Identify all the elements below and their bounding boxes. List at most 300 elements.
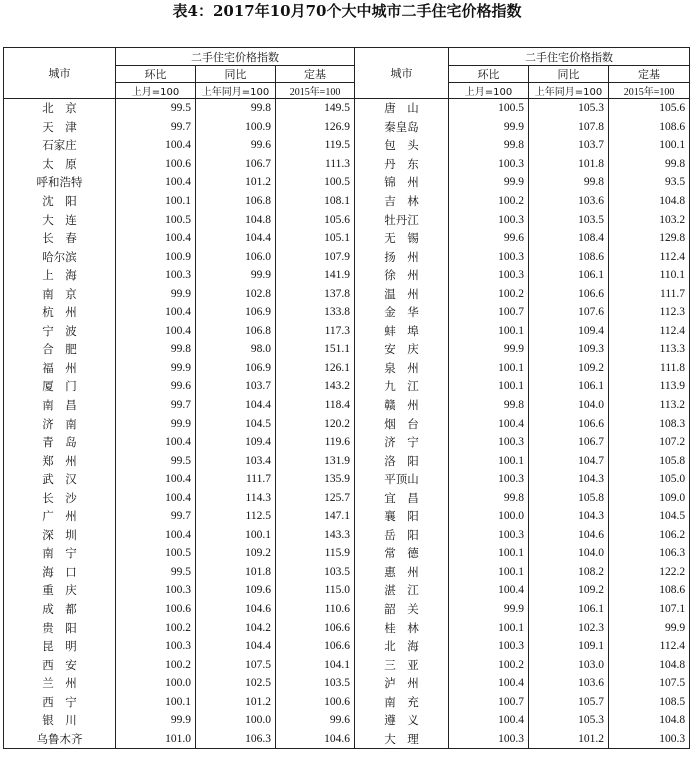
city-label: 济 宁 — [384, 435, 419, 450]
city-label: 吉 林 — [384, 194, 419, 208]
yoy-value-right: 101.2 — [529, 730, 609, 749]
yoy-value-right: 102.3 — [529, 618, 609, 637]
yoy-value-left: 104.8 — [196, 210, 276, 229]
city-name-right — [355, 544, 449, 563]
table-row — [4, 581, 690, 600]
yoy-value-left: 102.5 — [196, 674, 276, 693]
mom-value-right: 100.1 — [449, 563, 529, 582]
city-name-left — [4, 507, 116, 526]
city-label: 兰 州 — [42, 676, 77, 691]
city-name-right — [355, 488, 449, 507]
mom-value-left: 100.6 — [116, 600, 196, 619]
mom-value-left: 100.4 — [116, 173, 196, 192]
yoy-value-right: 107.8 — [529, 118, 609, 137]
mom-value-right: 100.0 — [449, 507, 529, 526]
city-name-right — [355, 414, 449, 433]
yoy-value-right: 109.4 — [529, 322, 609, 341]
mom-value-left: 100.4 — [116, 229, 196, 248]
base-value-left: 119.6 — [276, 433, 355, 452]
base-value-right: 100.1 — [609, 136, 690, 155]
city-label: 合 肥 — [42, 342, 77, 357]
mom-value-right: 100.1 — [449, 451, 529, 470]
mom-value-left: 99.5 — [116, 451, 196, 470]
yoy-value-left: 106.0 — [196, 247, 276, 266]
city-label: 金 华 — [384, 305, 419, 320]
city-label: 西 安 — [42, 657, 77, 672]
base-value-left: 141.9 — [276, 266, 355, 285]
mom-value-right: 100.4 — [449, 581, 529, 600]
city-label: 宁 波 — [42, 323, 77, 338]
base-value-right: 100.3 — [609, 730, 690, 749]
table-row — [4, 470, 690, 489]
base-value-left: 105.1 — [276, 229, 355, 248]
yoy-value-right: 107.6 — [529, 303, 609, 322]
city-name-left — [4, 655, 116, 674]
yoy-header-right: 同比 — [529, 66, 609, 83]
yoy-value-right: 109.3 — [529, 340, 609, 359]
yoy-value-left: 100.1 — [196, 526, 276, 545]
base-value-left: 104.1 — [276, 655, 355, 674]
city-name-right — [355, 247, 449, 266]
yoy-value-right: 108.2 — [529, 563, 609, 582]
table-body — [4, 99, 690, 749]
table-row — [4, 563, 690, 582]
yoy-value-left: 106.9 — [196, 359, 276, 378]
mom-value-right: 100.1 — [449, 618, 529, 637]
mom-value-left: 100.2 — [116, 618, 196, 637]
city-name-left — [4, 600, 116, 619]
yoy-value-left: 101.8 — [196, 563, 276, 582]
base-header-right: 定基 — [609, 66, 690, 83]
city-label: 重 庆 — [42, 583, 77, 598]
yoy-value-left: 104.6 — [196, 600, 276, 619]
city-label: 赣 州 — [384, 398, 419, 413]
mom-unit-left: 上月=100 — [116, 83, 196, 99]
city-label: 南 充 — [384, 694, 419, 709]
city-label: 泉 州 — [384, 360, 419, 375]
table-row — [4, 303, 690, 322]
city-name-left — [4, 581, 116, 600]
yoy-value-left: 99.6 — [196, 136, 276, 155]
yoy-value-right: 106.1 — [529, 600, 609, 619]
mom-value-right: 99.9 — [449, 173, 529, 192]
yoy-value-left: 101.2 — [196, 173, 276, 192]
city-name-left — [4, 322, 116, 341]
city-label: 石家庄 — [42, 138, 77, 153]
yoy-value-left: 106.3 — [196, 730, 276, 749]
city-name-right — [355, 618, 449, 637]
table-row — [4, 711, 690, 730]
yoy-value-left: 112.5 — [196, 507, 276, 526]
base-value-right: 104.8 — [609, 192, 690, 211]
mom-value-right: 100.7 — [449, 303, 529, 322]
city-name-right — [355, 563, 449, 582]
yoy-value-right: 104.0 — [529, 544, 609, 563]
mom-value-left: 99.5 — [116, 99, 196, 118]
city-name-right — [355, 284, 449, 303]
yoy-unit-right: 上年同月=100 — [529, 83, 609, 99]
yoy-value-right: 103.5 — [529, 210, 609, 229]
base-unit-left: 2015年=100 — [276, 83, 355, 99]
city-label: 锦 州 — [384, 175, 419, 190]
table-row — [4, 451, 690, 470]
city-name-left — [4, 377, 116, 396]
city-name-left — [4, 451, 116, 470]
city-label: 徐 州 — [384, 268, 419, 283]
yoy-value-left: 106.8 — [196, 322, 276, 341]
mom-value-right: 100.3 — [449, 730, 529, 749]
city-label: 青 岛 — [42, 435, 77, 450]
city-name-left — [4, 470, 116, 489]
city-label: 九 江 — [384, 379, 419, 394]
city-name-left — [4, 155, 116, 174]
city-label: 银 川 — [42, 713, 77, 728]
mom-value-right: 99.8 — [449, 396, 529, 415]
yoy-value-left: 99.8 — [196, 99, 276, 118]
city-name-right — [355, 303, 449, 322]
base-value-left: 105.6 — [276, 210, 355, 229]
table-row — [4, 359, 690, 378]
base-value-left: 143.2 — [276, 377, 355, 396]
table-title: 表4：2017年10月70个大中城市二手住宅价格指数 — [172, 2, 522, 20]
base-value-left: 118.4 — [276, 396, 355, 415]
yoy-value-right: 105.7 — [529, 693, 609, 712]
mom-value-left: 99.8 — [116, 340, 196, 359]
city-name-right — [355, 507, 449, 526]
mom-value-right: 100.5 — [449, 99, 529, 118]
base-value-left: 106.6 — [276, 637, 355, 656]
yoy-value-right: 104.0 — [529, 396, 609, 415]
yoy-value-right: 106.6 — [529, 414, 609, 433]
mom-value-left: 100.4 — [116, 470, 196, 489]
base-value-left: 99.6 — [276, 711, 355, 730]
base-value-right: 112.4 — [609, 247, 690, 266]
base-value-left: 104.6 — [276, 730, 355, 749]
base-value-right: 104.5 — [609, 507, 690, 526]
yoy-value-right: 103.7 — [529, 136, 609, 155]
yoy-value-left: 103.7 — [196, 377, 276, 396]
city-label: 长 春 — [42, 231, 77, 246]
city-label: 岳 阳 — [384, 527, 419, 542]
mom-value-right: 100.4 — [449, 674, 529, 693]
mom-value-right: 100.4 — [449, 711, 529, 730]
base-value-left: 119.5 — [276, 136, 355, 155]
mom-value-left: 100.1 — [116, 192, 196, 211]
table-row — [4, 600, 690, 619]
mom-value-left: 99.7 — [116, 396, 196, 415]
city-label: 桂 林 — [384, 620, 419, 635]
base-value-left: 151.1 — [276, 340, 355, 359]
base-value-right: 106.3 — [609, 544, 690, 563]
base-value-left: 126.9 — [276, 118, 355, 137]
table-row — [4, 674, 690, 693]
city-label: 安 庆 — [384, 342, 419, 357]
base-value-left: 137.8 — [276, 284, 355, 303]
yoy-value-right: 103.6 — [529, 674, 609, 693]
yoy-value-right: 104.3 — [529, 507, 609, 526]
mom-value-right: 100.2 — [449, 655, 529, 674]
index-group-header-left: 二手住宅价格指数 — [116, 48, 355, 66]
base-value-right: 108.6 — [609, 581, 690, 600]
yoy-value-right: 106.1 — [529, 377, 609, 396]
base-value-right: 122.2 — [609, 563, 690, 582]
yoy-value-right: 109.2 — [529, 359, 609, 378]
yoy-value-right: 103.6 — [529, 192, 609, 211]
city-label: 天 津 — [42, 119, 77, 134]
base-value-right: 113.2 — [609, 396, 690, 415]
mom-value-left: 100.0 — [116, 674, 196, 693]
base-value-left: 126.1 — [276, 359, 355, 378]
city-label: 泸 州 — [384, 676, 419, 691]
base-value-right: 104.8 — [609, 711, 690, 730]
table-row — [4, 396, 690, 415]
base-value-right: 108.3 — [609, 414, 690, 433]
yoy-value-left: 104.4 — [196, 637, 276, 656]
city-name-left — [4, 396, 116, 415]
table-row — [4, 526, 690, 545]
base-value-left: 100.6 — [276, 693, 355, 712]
mom-value-left: 100.3 — [116, 581, 196, 600]
mom-value-right: 99.9 — [449, 600, 529, 619]
city-name-left — [4, 730, 116, 749]
city-name-left — [4, 210, 116, 229]
city-label: 秦皇岛 — [384, 119, 419, 134]
yoy-value-left: 101.2 — [196, 693, 276, 712]
base-value-left: 117.3 — [276, 322, 355, 341]
yoy-value-left: 104.2 — [196, 618, 276, 637]
table-row — [4, 730, 690, 749]
city-label: 乌鲁木齐 — [36, 731, 83, 746]
city-label: 惠 州 — [384, 564, 419, 579]
city-label: 丹 东 — [384, 156, 419, 171]
city-name-right — [355, 210, 449, 229]
mom-value-left: 99.7 — [116, 507, 196, 526]
mom-unit-right: 上月=100 — [449, 83, 529, 99]
city-name-right — [355, 229, 449, 248]
city-label: 贵 阳 — [42, 620, 77, 635]
mom-value-right: 100.3 — [449, 266, 529, 285]
mom-value-right: 100.1 — [449, 359, 529, 378]
mom-value-left: 100.2 — [116, 655, 196, 674]
yoy-value-left: 98.0 — [196, 340, 276, 359]
base-value-right: 108.6 — [609, 118, 690, 137]
base-value-left: 103.5 — [276, 563, 355, 582]
yoy-value-right: 101.8 — [529, 155, 609, 174]
yoy-value-left: 100.9 — [196, 118, 276, 137]
city-label: 扬 州 — [384, 249, 419, 264]
city-name-left — [4, 303, 116, 322]
base-value-right: 113.9 — [609, 377, 690, 396]
city-label: 襄 阳 — [384, 509, 419, 524]
city-label: 成 都 — [42, 602, 77, 617]
yoy-value-left: 104.4 — [196, 396, 276, 415]
yoy-value-right: 105.3 — [529, 711, 609, 730]
mom-value-left: 100.4 — [116, 303, 196, 322]
yoy-value-right: 106.6 — [529, 284, 609, 303]
city-label: 蚌 埠 — [384, 323, 419, 338]
city-label: 济 南 — [42, 416, 77, 431]
table-row — [4, 377, 690, 396]
mom-value-left: 100.1 — [116, 693, 196, 712]
base-value-right: 112.3 — [609, 303, 690, 322]
mom-value-left: 99.5 — [116, 563, 196, 582]
table-row — [4, 544, 690, 563]
yoy-value-right: 109.2 — [529, 581, 609, 600]
mom-value-right: 99.8 — [449, 488, 529, 507]
city-name-left — [4, 247, 116, 266]
yoy-value-left: 107.5 — [196, 655, 276, 674]
city-name-left — [4, 229, 116, 248]
table-row — [4, 322, 690, 341]
yoy-value-right: 109.1 — [529, 637, 609, 656]
city-label: 大 连 — [42, 212, 77, 227]
city-name-right — [355, 396, 449, 415]
index-group-header-right: 二手住宅价格指数 — [449, 48, 690, 66]
city-label: 太 原 — [42, 156, 77, 171]
city-column-header-right: 城市 — [355, 48, 449, 99]
base-value-left: 147.1 — [276, 507, 355, 526]
yoy-value-right: 108.6 — [529, 247, 609, 266]
mom-value-right: 100.3 — [449, 470, 529, 489]
yoy-value-left: 111.7 — [196, 470, 276, 489]
mom-value-right: 100.1 — [449, 322, 529, 341]
mom-value-left: 99.7 — [116, 118, 196, 137]
base-value-left: 100.5 — [276, 173, 355, 192]
city-label: 南 京 — [42, 286, 77, 301]
city-label: 西 宁 — [42, 694, 77, 709]
city-label: 宜 昌 — [384, 490, 419, 505]
yoy-value-right: 104.7 — [529, 451, 609, 470]
city-name-right — [355, 266, 449, 285]
mom-value-right: 100.2 — [449, 192, 529, 211]
yoy-value-left: 100.0 — [196, 711, 276, 730]
base-value-right: 107.2 — [609, 433, 690, 452]
yoy-value-left: 104.5 — [196, 414, 276, 433]
mom-value-right: 99.9 — [449, 340, 529, 359]
city-label: 厦 门 — [42, 379, 77, 394]
table-row — [4, 192, 690, 211]
city-label: 温 州 — [384, 286, 419, 301]
city-label: 福 州 — [42, 360, 77, 375]
base-value-right: 111.8 — [609, 359, 690, 378]
mom-value-right: 100.7 — [449, 693, 529, 712]
mom-value-left: 99.9 — [116, 711, 196, 730]
city-name-right — [355, 377, 449, 396]
city-label: 无 锡 — [384, 231, 419, 246]
yoy-unit-left: 上年同月=100 — [196, 83, 276, 99]
mom-value-left: 99.9 — [116, 359, 196, 378]
city-column-header-left: 城市 — [4, 48, 116, 99]
city-name-left — [4, 136, 116, 155]
yoy-value-left: 106.9 — [196, 303, 276, 322]
city-name-left — [4, 414, 116, 433]
base-header-left: 定基 — [276, 66, 355, 83]
city-name-right — [355, 526, 449, 545]
city-name-left — [4, 618, 116, 637]
city-label: 南 昌 — [42, 398, 77, 413]
base-value-right: 105.0 — [609, 470, 690, 489]
yoy-header-left: 同比 — [196, 66, 276, 83]
city-label: 沈 阳 — [42, 194, 77, 208]
mom-value-left: 100.9 — [116, 247, 196, 266]
base-value-right: 107.1 — [609, 600, 690, 619]
city-name-right — [355, 581, 449, 600]
yoy-value-left: 103.4 — [196, 451, 276, 470]
base-value-left: 125.7 — [276, 488, 355, 507]
city-label: 北 京 — [42, 101, 77, 116]
city-name-left — [4, 340, 116, 359]
yoy-value-right: 99.8 — [529, 173, 609, 192]
table-row — [4, 155, 690, 174]
table-row — [4, 118, 690, 137]
yoy-value-right: 105.8 — [529, 488, 609, 507]
city-label: 北 海 — [384, 639, 419, 654]
base-value-right: 110.1 — [609, 266, 690, 285]
city-label: 洛 阳 — [384, 453, 419, 468]
mom-value-left: 100.4 — [116, 488, 196, 507]
yoy-value-left: 109.6 — [196, 581, 276, 600]
table-row — [4, 488, 690, 507]
yoy-value-right: 106.7 — [529, 433, 609, 452]
city-name-right — [355, 118, 449, 137]
base-value-right: 108.5 — [609, 693, 690, 712]
city-label: 广 州 — [42, 509, 77, 524]
city-name-left — [4, 192, 116, 211]
city-name-right — [355, 693, 449, 712]
city-name-left — [4, 284, 116, 303]
base-value-right: 109.0 — [609, 488, 690, 507]
base-value-left: 106.6 — [276, 618, 355, 637]
base-value-left: 111.3 — [276, 155, 355, 174]
city-name-left — [4, 693, 116, 712]
mom-value-right: 99.9 — [449, 118, 529, 137]
yoy-value-right: 105.3 — [529, 99, 609, 118]
city-label: 上 海 — [42, 268, 77, 283]
city-label: 牡丹江 — [384, 212, 419, 227]
city-label: 平顶山 — [384, 472, 419, 487]
city-name-right — [355, 433, 449, 452]
table-row — [4, 210, 690, 229]
city-name-right — [355, 322, 449, 341]
city-label: 唐 山 — [384, 101, 419, 116]
mom-header-left: 环比 — [116, 66, 196, 83]
yoy-value-left: 104.4 — [196, 229, 276, 248]
yoy-value-left: 106.8 — [196, 192, 276, 211]
city-name-right — [355, 674, 449, 693]
table-row — [4, 266, 690, 285]
city-name-left — [4, 173, 116, 192]
base-value-right: 99.8 — [609, 155, 690, 174]
city-name-right — [355, 655, 449, 674]
yoy-value-left: 109.2 — [196, 544, 276, 563]
base-value-left: 115.0 — [276, 581, 355, 600]
base-value-left: 107.9 — [276, 247, 355, 266]
city-label: 三 亚 — [384, 657, 419, 672]
base-value-right: 129.8 — [609, 229, 690, 248]
mom-value-left: 100.4 — [116, 526, 196, 545]
mom-value-left: 100.5 — [116, 544, 196, 563]
city-name-right — [355, 155, 449, 174]
city-label: 昆 明 — [42, 639, 77, 654]
yoy-value-right: 108.4 — [529, 229, 609, 248]
base-value-left: 108.1 — [276, 192, 355, 211]
yoy-value-left: 114.3 — [196, 488, 276, 507]
mom-header-right: 环比 — [449, 66, 529, 83]
yoy-value-left: 109.4 — [196, 433, 276, 452]
table-row — [4, 618, 690, 637]
city-label: 长 沙 — [42, 490, 77, 505]
city-name-left — [4, 526, 116, 545]
